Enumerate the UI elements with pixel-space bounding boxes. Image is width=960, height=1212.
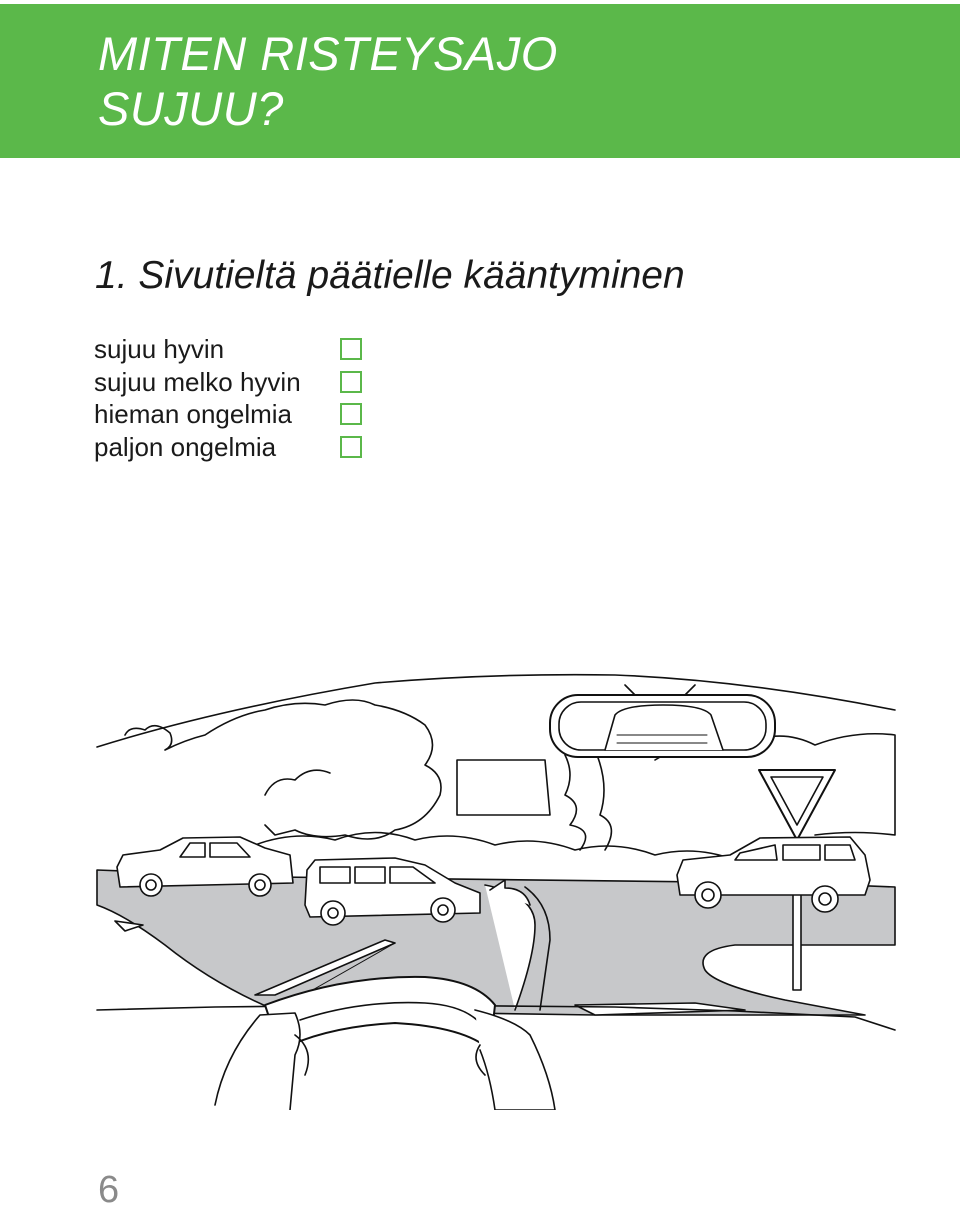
option-label: hieman ongelmia — [94, 399, 293, 430]
rearview-mirror — [550, 685, 775, 757]
option-sujuu-melko-hyvin — [94, 366, 362, 399]
answer-options — [94, 333, 362, 463]
option-label: paljon ongelmia — [94, 431, 277, 462]
car-center — [305, 858, 480, 925]
option-label: sujuu melko hyvin — [94, 366, 301, 397]
option-sujuu-hyvin — [94, 333, 362, 366]
checkbox[interactable] — [340, 371, 362, 393]
page-title — [98, 26, 558, 136]
building — [457, 760, 550, 815]
option-hieman-ongelmia — [94, 398, 362, 431]
page-number: 6 — [98, 1169, 120, 1211]
option-paljon-ongelmia — [94, 431, 362, 464]
checkbox[interactable] — [340, 436, 362, 458]
pine-trees — [565, 750, 611, 850]
checkbox[interactable] — [340, 338, 362, 360]
checkbox[interactable] — [340, 403, 362, 425]
driver-view-illustration — [95, 655, 897, 1110]
option-label: sujuu hyvin — [94, 334, 225, 365]
trees-left — [125, 700, 441, 839]
question-title: 1. Sivutieltä päätielle kääntyminen — [95, 254, 685, 297]
page-title-line-2: SUJUU? — [98, 82, 284, 135]
page-title-line-1: MITEN RISTEYSAJO — [98, 27, 558, 80]
